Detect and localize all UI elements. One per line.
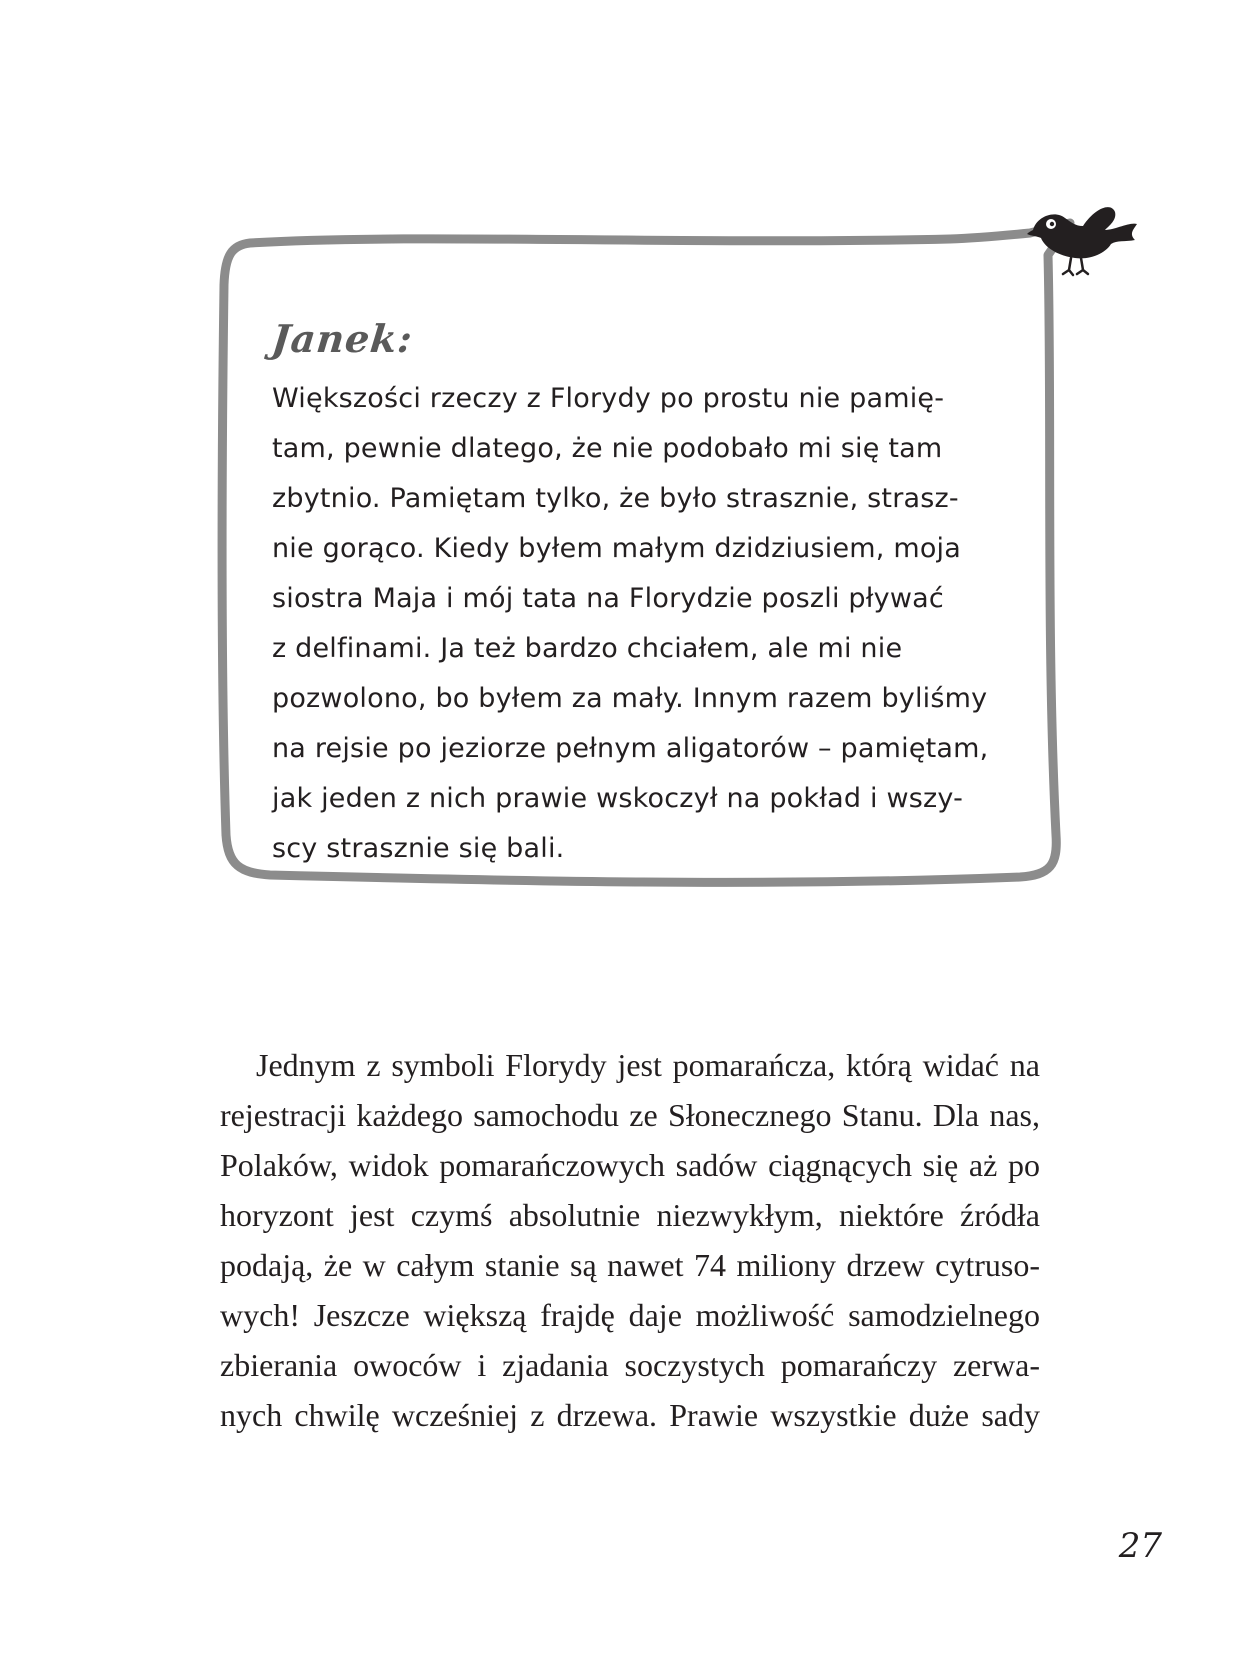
speech-line: zbytnio. Pamiętam tylko, że było strasznie, strasz- (272, 483, 959, 514)
paragraph-line: nych chwilę wcześniej z drzewa. Prawie wszystkie duże sady (220, 1397, 1040, 1433)
paragraph-line: Jednym z symboli Florydy jest pomarańcza, którą widać na (256, 1047, 1040, 1083)
paragraph-line: wych! Jeszcze większą frajdę daje możliwość samodzielnego (220, 1297, 1040, 1333)
bird-icon (1025, 200, 1143, 282)
speech-box-content (269, 310, 1012, 874)
paragraph-line: Polaków, widok pomarańczowych sadów ciągnących się aż po (220, 1147, 1040, 1183)
speech-line: Większości rzeczy z Florydy po prostu nie pamię- (272, 383, 945, 414)
speech-line: scy strasznie się bali. (272, 833, 565, 864)
speaker-name: Janek: (269, 316, 416, 361)
speech-line: na rejsie po jeziorze pełnym aligatorów – pamiętam, (272, 733, 989, 764)
paragraph-line: zbierania owoców i zjadania soczystych pomarańczy zerwa- (220, 1347, 1040, 1383)
speech-line: siostra Maja i mój tata na Florydzie poszli pływać (272, 583, 944, 614)
paragraph-line: horyzont jest czymś absolutnie niezwykłym, niektóre źródła (220, 1197, 1040, 1233)
paragraph-line: podają, że w całym stanie są nawet 74 miliony drzew cytruso- (220, 1247, 1040, 1283)
speech-line: nie gorąco. Kiedy byłem małym dzidziusiem, moja (272, 533, 962, 564)
paragraph-line: rejestracji każdego samochodu ze Słonecznego Stanu. Dla nas, (220, 1097, 1040, 1133)
speech-line: jak jeden z nich prawie wskoczył na pokład i wszy- (272, 783, 964, 814)
body-paragraph (220, 1040, 1040, 1440)
speech-line: tam, pewnie dlatego, że nie podobało mi się tam (272, 433, 943, 464)
speech-line: z delfinami. Ja też bardzo chciałem, ale mi nie (272, 633, 903, 664)
speech-line: pozwolono, bo byłem za mały. Innym razem byliśmy (272, 683, 988, 714)
page-number: 27 (1118, 1526, 1162, 1566)
speech-text (272, 374, 1012, 874)
